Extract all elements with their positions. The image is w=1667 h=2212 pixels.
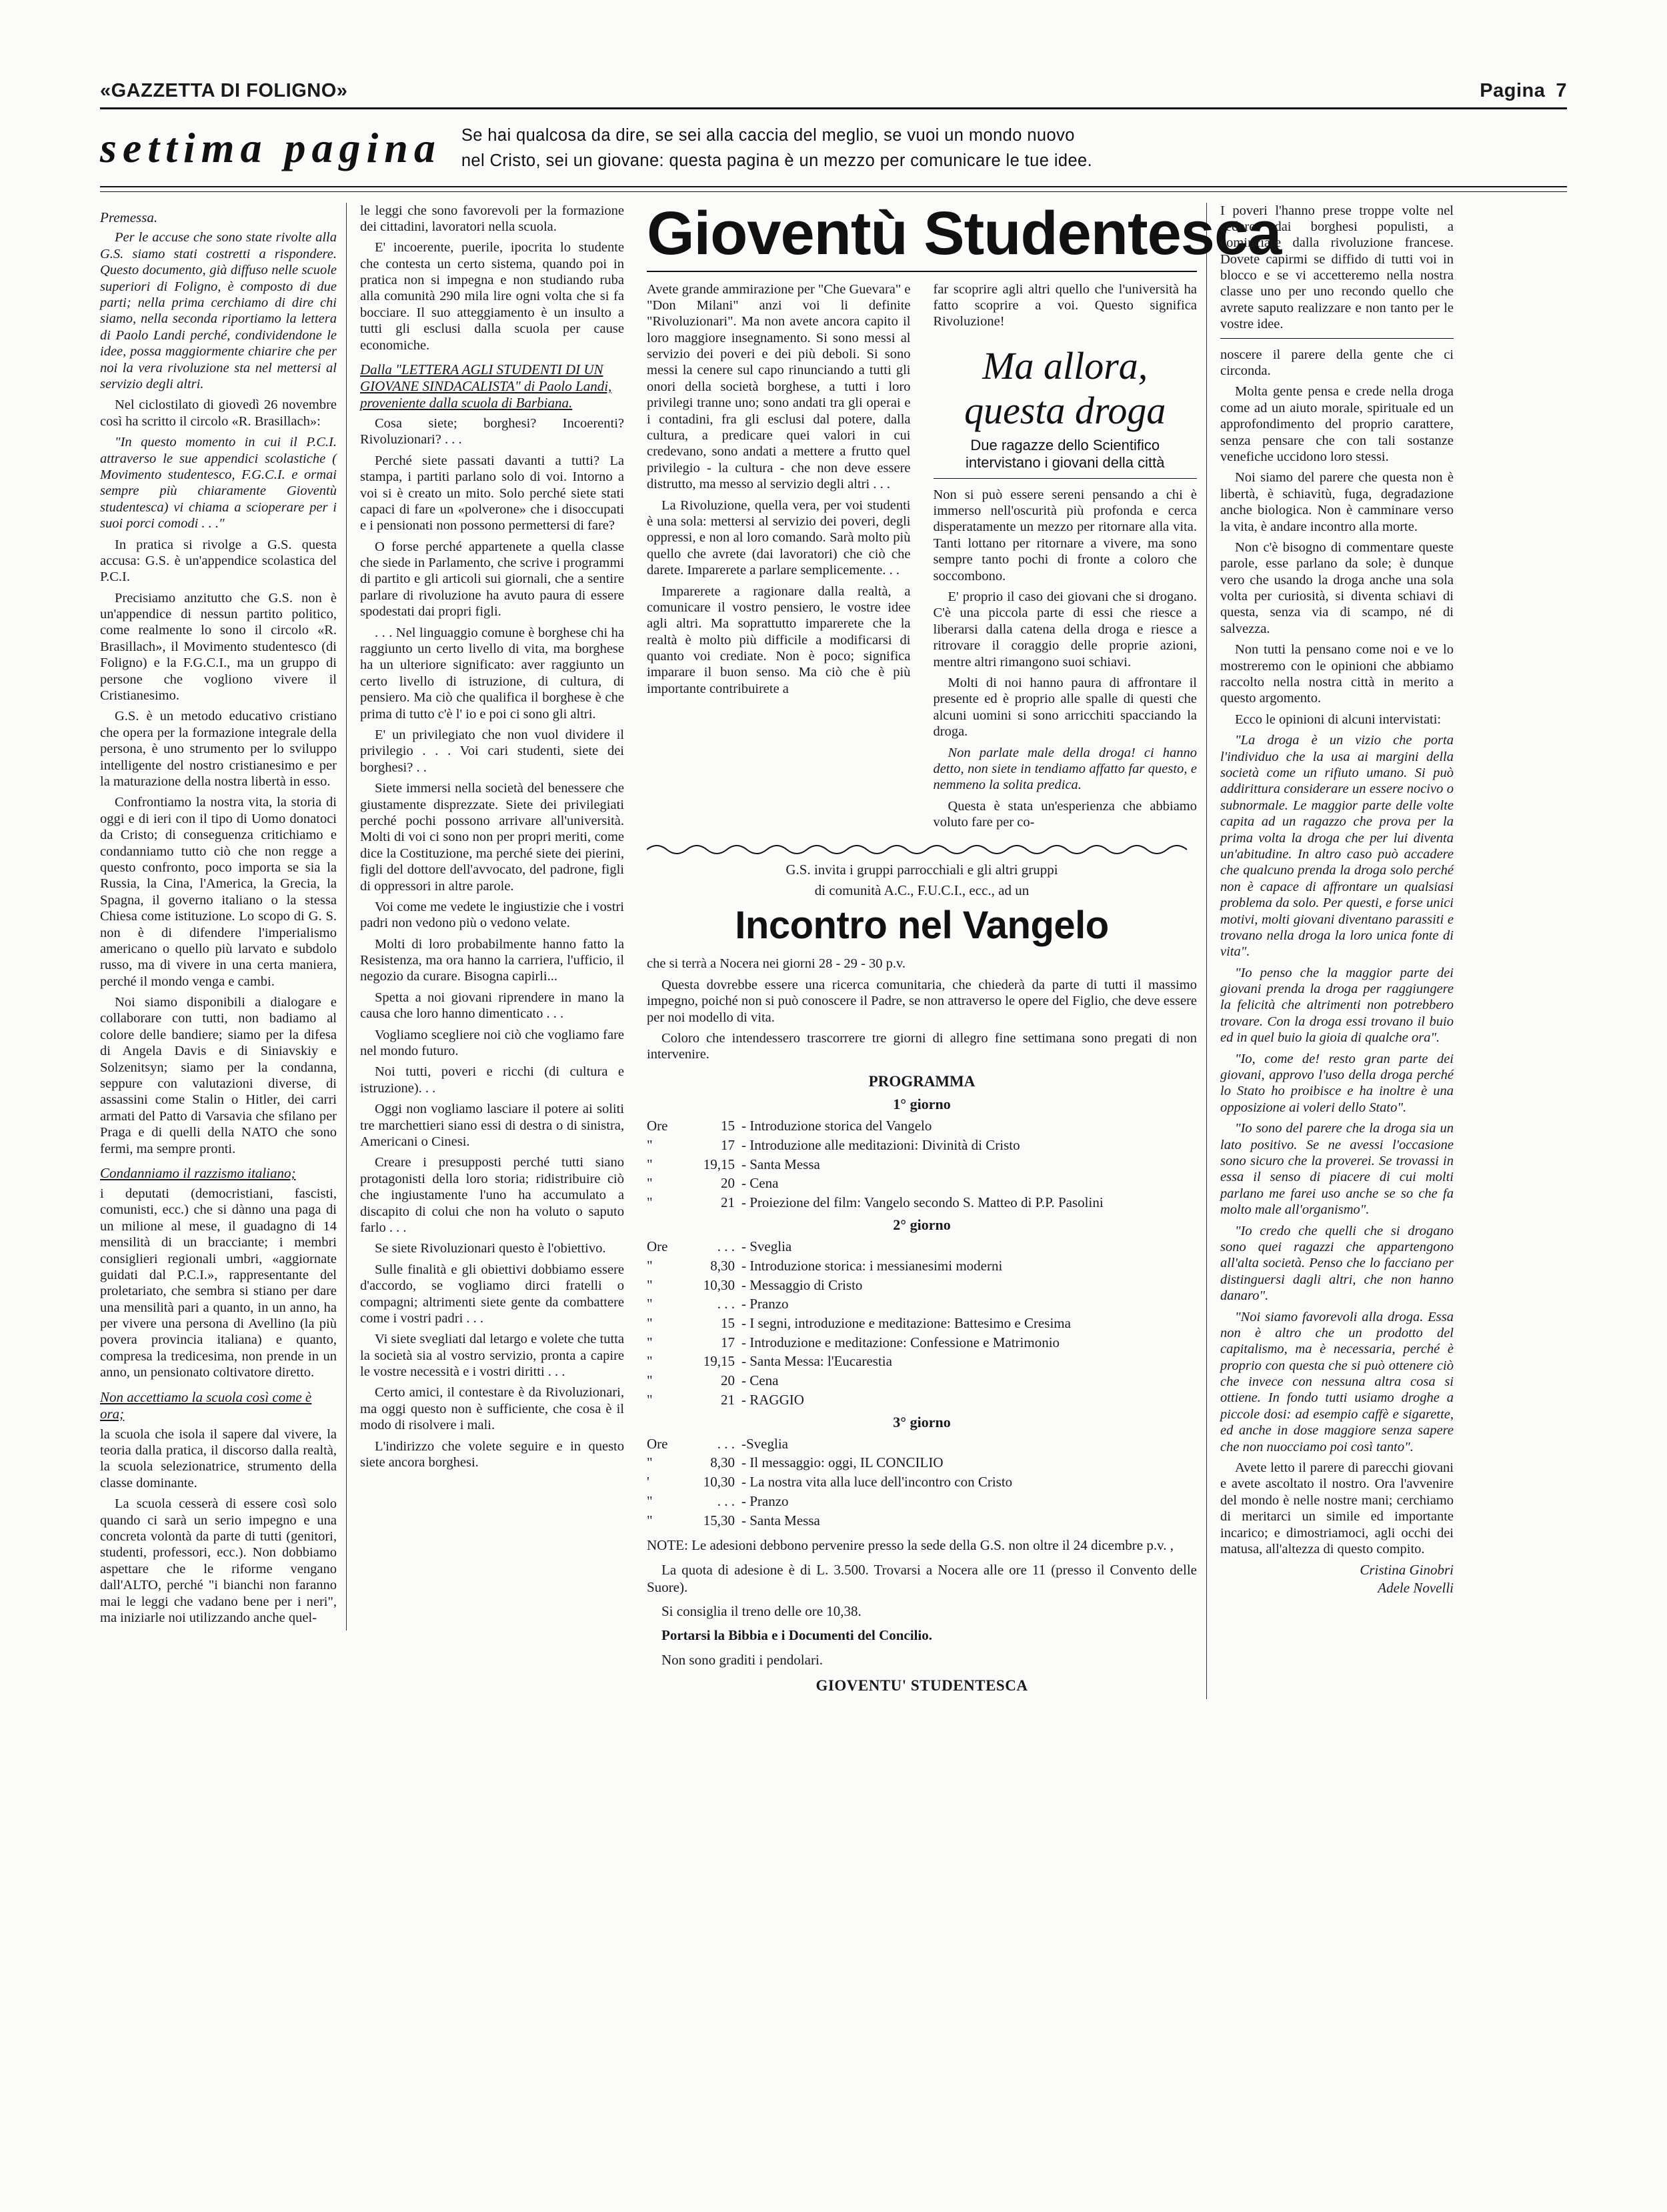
schedule-label: " bbox=[647, 1194, 653, 1211]
schedule-time: 15,30 bbox=[703, 1512, 735, 1528]
subheadline-droga: Due ragazze dello Scientifico intervistano i giovani della città bbox=[966, 436, 1165, 471]
schedule-label: " bbox=[647, 1257, 653, 1274]
schedule-label: " bbox=[647, 1512, 653, 1528]
droga-rule bbox=[934, 478, 1198, 479]
paper-name: «GAZZETTA DI FOLIGNO» bbox=[100, 80, 348, 101]
headline-gioventu-studentesca: Gioventù Studentesca bbox=[647, 199, 1282, 267]
schedule-description: - Sveglia bbox=[741, 1238, 792, 1255]
schedule-time: 21 bbox=[721, 1391, 735, 1408]
page-label: Pagina bbox=[1480, 80, 1546, 101]
paragraph: le leggi che sono favorevoli per la formazione dei cittadini, lavoratori nella scuola. bbox=[360, 203, 624, 234]
schedule-time: . . . bbox=[717, 1238, 735, 1255]
paragraph: Non si può essere sereni pensando a chi è immerso nell'oscurità più profonda e cerca disperatamente un mezzo per ritornare alla vita. Tanti lottano per ritornare a vivere, ma sono sempre tanto pochi di fronte a coloro che soccombono. bbox=[933, 487, 1197, 584]
paragraph: Vi siete svegliati dal letargo e volete che tutta la società sia al vostro servizio, pronta a capire le vostre necessità e i vostri diritti . . . bbox=[360, 1332, 624, 1380]
schedule-row bbox=[647, 1276, 1197, 1295]
paragraph: Precisiamo anzitutto che G.S. non è un'appendice di nessun partito politico, come realmente lo sono il circolo «R. Brasillach», il Movimento studentesco (di Foligno) e la F.G.C.I., ma un gruppo di persone che vogliono vivere il Cristianesimo. bbox=[100, 590, 337, 704]
paragraph-quote: "In questo momento in cui il P.C.I. attraverso le sue appendici scolastiche ( Movimento studentesco, F.G.C.I. e ormai sempre più chiaramente Gioventù studentesca) vi chiama a scioperare per i suoi porci comodi . . ." bbox=[100, 435, 337, 531]
section-title: settima pagina bbox=[100, 124, 441, 172]
paragraph: Spetta a noi giovani riprendere in mano la causa che loro hanno dimenticato . . . bbox=[360, 990, 624, 1022]
section-tagline bbox=[461, 123, 1567, 174]
column-1 bbox=[100, 203, 347, 1631]
interview-quote: "Io sono del parere che la droga sia un lato positivo. Se ne avessi l'occasione sono sicuro che la proverei. Se trovassi in essa il senso di piacere di cui molti parlano me farei uso anche se so che fa molto male all'organismo". bbox=[1220, 1121, 1454, 1218]
schedule-label: " bbox=[647, 1391, 653, 1408]
signature-gs: GIOVENTU' STUDENTESCA bbox=[815, 1677, 1028, 1694]
schedule-row bbox=[647, 1492, 1197, 1511]
paragraph: Nel ciclostilato di giovedì 26 novembre così ha scritto il circolo «R. Brasillach»: bbox=[100, 397, 337, 429]
paragraph: Vogliamo scegliere noi ciò che vogliamo fare nel mondo futuro. bbox=[360, 1027, 624, 1059]
schedule-time: . . . bbox=[717, 1492, 735, 1509]
paragraph: Perché siete passati davanti a tutti? La stampa, i partiti parlano solo di voi. Intorno a voi si è creato un mito. Solo perché siete stati capaci di fare un «polverone» che i disoccupati e i pensionati non possono permettersi di fare? bbox=[360, 453, 624, 533]
schedule-time: 8,30 bbox=[710, 1454, 735, 1471]
interview-quote: "Io penso che la maggior parte dei giovani prenda la droga per raggiungere la felicità che altrimenti non potrebbero trovare. Con la droga essi trovano il buio ed in quel buio la gioia di qualche ora". bbox=[1220, 965, 1454, 1046]
schedule-row bbox=[647, 1372, 1197, 1390]
paragraph: Non c'è bisogno di commentare queste parole, esse parlano da sole; è dunque vero che usando la droga anche una sola volta per curiosità, si diventa schiavi di questa, senza via di scampo, né di salvezza. bbox=[1220, 539, 1454, 636]
schedule-row bbox=[647, 1117, 1197, 1136]
banner-rule-thick bbox=[100, 186, 1567, 187]
schedule-description: - La nostra vita alla luce dell'incontro con Cristo bbox=[741, 1474, 1013, 1490]
paragraph: Imparerete a ragionare dalla realtà, a comunicare il vostro pensiero, le vostre idee agli altri. Ma soprattutto imparerete che la realtà è molto più difficile a modificarsi di quanto voi crediate. Non è poco; significa imparare il buon senso. Ma ciò che è più importante contribuirete a bbox=[647, 584, 911, 696]
schedule-row bbox=[647, 1156, 1197, 1174]
paragraph: In pratica si rivolge a G.S. questa accusa: G.S. è un'appendice scolastica del P.C.I. bbox=[100, 537, 337, 585]
schedule-description: -Sveglia bbox=[741, 1435, 788, 1452]
paragraph: Oggi non vogliamo lasciare il potere ai soliti tre marchettieri siano essi di destra o di sinistra, Americani o Cinesi. bbox=[360, 1102, 624, 1149]
schedule-label: Ore bbox=[647, 1118, 668, 1134]
paragraph: Siete immersi nella società del benessere che giustamente disprezzate. Siete dei privilegiati perché pochi possono arrivare all'università. Molti di voi ci sono non per propri meriti, come dice la Costituzione, ma perché siete dei pierini, figli del dottore dell'avvocato, del padrone, figli di oppressori in altre parole. bbox=[360, 781, 624, 894]
schedule-label: " bbox=[647, 1372, 653, 1389]
sub-column-a bbox=[647, 281, 911, 836]
schedule-time: 17 bbox=[721, 1137, 735, 1154]
page-number: 7 bbox=[1556, 80, 1567, 101]
column-4 bbox=[1207, 203, 1454, 1597]
schedule-description: - Santa Messa bbox=[741, 1156, 820, 1172]
schedule-time: . . . bbox=[717, 1296, 735, 1312]
schedule-label: " bbox=[647, 1454, 653, 1471]
paragraph: Molta gente pensa e crede nella droga come ad un aiuto morale, spirituale ed un approfondimento del proprio carattere, senza pensare che con tali sostanze venefiche uccidono loro stessi. bbox=[1220, 384, 1454, 464]
schedule-time: 17 bbox=[721, 1334, 735, 1350]
schedule-row bbox=[647, 1295, 1197, 1314]
paragraph: Noi siamo del parere che questa non è libertà, è schiavitù, fuga, degradazione anche biologica. Non è camminare verso la vita, è andare incontro alla morte. bbox=[1220, 470, 1454, 534]
schedule-description: - Il messaggio: oggi, IL CONCILIO bbox=[741, 1454, 944, 1471]
schedule-label: " bbox=[647, 1175, 653, 1192]
schedule-description: - Pranzo bbox=[741, 1492, 789, 1509]
subheading: Condanniamo il razzismo italiano; bbox=[100, 1164, 296, 1181]
paragraph: Questa dovrebbe essere una ricerca comunitaria, che chiederà da parte di tutti il massimo impegno, poiché non si può conoscere il Padre, se non attraverso le opere del Figlio, che deve essere per noi modello di vita. bbox=[647, 977, 1197, 1025]
paragraph: Per le accuse che sono state rivolte alla G.S. siamo stati costretti a rispondere. Questo documento, già diffuso nelle scuole superiori di Foligno, è composto di due parti; nella prima cerchiamo di dire chi siamo, nella seconda riportiamo la lettera di Paolo Landi perché, condividendone le idee, possa maggiormente chiarire che per noi la vera rivoluzione sta nel mettersi al servizio degli altri. bbox=[100, 230, 337, 391]
schedule-label: " bbox=[647, 1353, 653, 1370]
day-title-3: 3° giorno bbox=[893, 1413, 951, 1430]
paragraph: G.S. è un metodo educativo cristiano che opera per la formazione integrale della persona, è uno strumento per lo sviluppo intelligente del nostro cristianesimo e per la maturazione della nostra libertà in esso. bbox=[100, 709, 337, 789]
interview-quotes bbox=[1220, 732, 1454, 1455]
paragraph: Confrontiamo la nostra vita, la storia di oggi e di ieri con il tipo di Uomo donatoci da Cristo; di conseguenza critichiamo e condanniamo tutto ciò che non regge a questo confronto, poco importa se sia la Russia, la Cina, l'America, la Grecia, la Spagna, il governo italiano o la stessa Chiesa come istituzione. Lo scopo di G. S. non è di difendere l'imperialismo americano o quello più larvato e subdolo russo, ma di vivere in una certa maniera, perché il mondo venga e cambi. bbox=[100, 795, 337, 989]
schedule-day-2 bbox=[647, 1238, 1197, 1409]
paragraph: la scuola che isola il sapere dal vivere, la teoria dalla pratica, il discorso dalla realtà, la scuola selezionatrice, strumento della classe dominante. bbox=[100, 1426, 337, 1490]
schedule-label: " bbox=[647, 1137, 653, 1154]
paragraph: Voi come me vedete le ingiustizie che i vostri padri non vedono più o vedono velate. bbox=[360, 899, 624, 931]
schedule-description: - Pranzo bbox=[741, 1296, 789, 1312]
schedule-description: - I segni, introduzione e meditazione: Battesimo e Cresima bbox=[741, 1314, 1071, 1331]
schedule-label: " bbox=[647, 1296, 653, 1312]
schedule-row bbox=[647, 1314, 1197, 1333]
schedule-time: 10,30 bbox=[703, 1474, 735, 1490]
paragraph: Creare i presupposti perché tutti siano protagonisti della loro storia; ridistribuire ciò che ingiustamente l'uno ha accumulato a discapito di colui che non ha voluto o saputo farlo . . . bbox=[360, 1155, 624, 1235]
schedule-description: - Introduzione storica: i messianesimi moderni bbox=[741, 1257, 1003, 1274]
schedule-time: 19,15 bbox=[703, 1353, 735, 1370]
schedule-label: " bbox=[647, 1276, 653, 1293]
paragraph: E' incoerente, puerile, ipocrita lo studente che contesta un certo sistema, quando poi in pratica non si impegna e non studiando ruba alla comunità 290 mila lire ogni volta che si fa bocciare. Il suo atteggiamento è un insulto a tutti gli esclusi dalla scuola per cause economiche. bbox=[360, 240, 624, 353]
author-signature-2: Adele Novelli bbox=[1378, 1580, 1454, 1596]
schedule-row bbox=[647, 1473, 1197, 1492]
paragraph: che si terrà a Nocera nei giorni 28 - 29 - 30 p.v. bbox=[647, 956, 906, 972]
schedule-row bbox=[647, 1174, 1197, 1193]
schedule-row bbox=[647, 1238, 1197, 1256]
note-adesioni: NOTE: Le adesioni debbono pervenire presso la sede della G.S. non oltre il 24 dicembre p.v. , bbox=[647, 1537, 1174, 1554]
schedule-row bbox=[647, 1136, 1197, 1155]
paragraph: Noi siamo disponibili a dialogare e collaborare con tutti, non badiamo al colore delle bandiere; siamo per la difesa di Angela Davis e di Siniavskiy e Solzenitsyn; siamo per la condanna, seppure con valutazioni diverse, di assassini come Stalin o Hitler, dei carri armati del Patto di Varsavia che sfilano per Praga e di quelli della NATO che sono fermi, ma sempre pronti. bbox=[100, 995, 337, 1156]
schedule-day-1 bbox=[647, 1117, 1197, 1212]
paragraph: Cosa siete; borghesi? Incoerenti? Rivoluzionari? . . . bbox=[360, 415, 624, 447]
paragraph: Molti di loro probabilmente hanno fatto la Resistenza, ma ora hanno la carriera, l'ufficio, il negozio da curare. Bisogna capirli... bbox=[360, 936, 624, 984]
schedule-time: 10,30 bbox=[703, 1276, 735, 1293]
premessa-heading: Premessa. bbox=[100, 209, 158, 225]
column-2 bbox=[347, 203, 633, 1476]
schedule-row bbox=[647, 1454, 1197, 1472]
headline-incontro-vangelo: Incontro nel Vangelo bbox=[735, 904, 1109, 948]
paragraph: La Rivoluzione, quella vera, per voi studenti è una sola: mettersi al servizio dei poveri, degli oppressi, e non al loro comando. Sarà molto più quello che avrete (dai lavoratori) che ciò che darete. Imparerete a parlare semplicemente. . . bbox=[647, 497, 911, 578]
paragraph: E' proprio il caso dei giovani che si drogano. C'è una piccola parte di essi che riesce a liberarsi dalla catena della droga e riesce a ritrovare il coraggio delle proprie azioni, mentre altri rimangono suoi schiavi. bbox=[933, 590, 1197, 670]
article-grid bbox=[100, 199, 1567, 1700]
paragraph: Se siete Rivoluzionari questo è l'obiettivo. bbox=[375, 1241, 606, 1256]
schedule-label: " bbox=[647, 1334, 653, 1350]
note-quota: La quota di adesione è di L. 3.500. Trovarsi a Nocera alle ore 11 (presso il Convento delle Suore). bbox=[647, 1561, 1197, 1595]
interview-quote: "La droga è un vizio che porta l'individuo che la usa ai margini della società come un rifiuto umano. Si può addirittura considerare un essere nocivo o subnormale. Le maggior parte delle volte capita ad un ragazzo che prova per la prima volta la droga che per lui diventa un'abitudine. In altro caso può accadere che qualcuno prenda la droga solo perché non è capace di affrontare un qualsiasi problema da solo. Per questi, e forse unici motivi, molti giovani diventano parassiti e trovano nella droga la loro unica fonte di vita". bbox=[1220, 733, 1454, 960]
article-body-two-col bbox=[647, 281, 1197, 836]
tagline-line-1: Se hai qualcosa da dire, se sei alla caccia del meglio, se vuoi un mondo nuovo bbox=[461, 126, 1075, 145]
schedule-time: 8,30 bbox=[710, 1257, 735, 1274]
schedule-description: - Cena bbox=[741, 1175, 779, 1192]
schedule-description: - RAGGIO bbox=[741, 1391, 804, 1408]
paragraph: La scuola cesserà di essere così solo quando ci sarà un serio impegno e una concreta volontà da parte di tutti (genitori, studenti, professori, ecc.). Non dobbiamo aspettare che le riforme vengano dall'ALTO, perché "i bianchi non faranno mai le leggi che vadano bene per i neri", ma iniziarle noi utilizzando anche quel- bbox=[100, 1496, 337, 1625]
schedule-description: - Proiezione del film: Vangelo secondo S. Matteo di P.P. Pasolini bbox=[741, 1194, 1104, 1211]
paragraph: Certo amici, il contestare è da Rivoluzionari, ma oggi questo non è sufficiente, che cosa è il modo di risolvere i mali. bbox=[360, 1385, 624, 1433]
subheading-letter: Dalla "LETTERA AGLI STUDENTI DI UN GIOVANE SINDACALISTA" di Paolo Landi, proveniente dalla scuola di Barbiana. bbox=[360, 361, 612, 411]
schedule-row bbox=[647, 1512, 1197, 1530]
schedule-time: 21 bbox=[721, 1194, 735, 1211]
wave-divider bbox=[647, 844, 1197, 855]
paragraph: Non tutti la pensano come noi e ve lo mostreremo con le opinioni che abbiamo raccolto nella nostra città in merito a questo argomento. bbox=[1220, 642, 1454, 706]
paragraph: O forse perché appartenete a quella classe che siede in Parlamento, che scrive i programmi di partito e gli articoli sui giornali, che a sentire parlare di rivoluzione ha avuto paura di essere spodestati dai propri figli. bbox=[360, 539, 624, 620]
schedule-label: ' bbox=[647, 1474, 649, 1490]
schedule-time: 20 bbox=[721, 1175, 735, 1192]
paragraph: far scoprire agli altri quello che l'università ha fatto scoprire a voi. Questo significa Rivoluzione! bbox=[933, 281, 1197, 329]
invite-line-2: di comunità A.C., F.U.C.I., ecc., ad un bbox=[814, 882, 1030, 899]
sub-column-b bbox=[934, 281, 1198, 836]
tagline-line-2: nel Cristo, sei un giovane: questa pagina è un mezzo per comunicare le tue idee. bbox=[461, 151, 1093, 171]
invite-line-1: G.S. invita i gruppi parrocchiali e gli altri gruppi bbox=[785, 862, 1058, 878]
schedule-row bbox=[647, 1334, 1197, 1352]
schedule-day-3 bbox=[647, 1435, 1197, 1530]
paragraph: . . . Nel linguaggio comune è borghese chi ha raggiunto un certo livello di vita, ma borghese ha un ulteriore significato: aver raggiunto un certo livello di istruzione, di cultura, di pensiero. Ma ciò che qualifica il borghese è che prima di tutto c'è l' io e poi ci sono gli altri. bbox=[360, 625, 624, 722]
schedule-row bbox=[647, 1391, 1197, 1410]
paragraph: E' un privilegiato che non vuol dividere il privilegio . . . Voi cari studenti, siete dei borghesi? . . bbox=[360, 728, 624, 775]
paragraph: Ecco le opinioni di alcuni intervistati: bbox=[1235, 712, 1442, 727]
paragraph: I poveri l'hanno prese troppe volte nel sedere dai borghesi populisti, a cominciare dalla rivoluzione francese. Dovete capirmi se diffido di tutti voi in blocco e se vi accetteremo nella nostra classe uno per uno recondo quello che avrete saputo realizzare e non tanto per le vostre idee. bbox=[1220, 203, 1454, 332]
paragraph: Avete grande ammirazione per "Che Guevara" e "Don Milani" anzi voi li definite "Rivoluzionari". Ma non avete ancora capito il loro maggiore insegnamento. Si sono messi al servizio dei poveri e dei più deboli. Si sono messi la cenere sul capo rinunciando a tutti gli onori della società borghese, a tutti i loro privilegi tranne uno; sono andati tra gli operai e i contadini, fra gli esclusi dal potere, dalla cultura, a predicare quei valori in cui credevano, sono andati a mettere a frutto quel privilegio - la cultura - che non deve essere distrutto, ma messo al servizio degli altri . . . bbox=[647, 281, 911, 492]
schedule-label: " bbox=[647, 1492, 653, 1509]
paragraph: L'indirizzo che volete seguire e in questo siete ancora borghesi. bbox=[360, 1438, 624, 1470]
column-3-main bbox=[633, 199, 1282, 1700]
schedule-label: " bbox=[647, 1156, 653, 1172]
schedule-label: Ore bbox=[647, 1435, 668, 1452]
day-title-2: 2° giorno bbox=[893, 1216, 951, 1233]
schedule-description: - Introduzione e meditazione: Confessione e Matrimonio bbox=[741, 1334, 1060, 1350]
interview-quote: "Io credo che quelli che si drogano sono quei ragazzi che appartengono all'alta società. Penso che lo facciano per distinguersi dagli altri, che non hanno danaro". bbox=[1220, 1223, 1454, 1304]
programma-title: PROGRAMMA bbox=[868, 1072, 976, 1090]
subheading: Non accettiamo la scuola così come è ora; bbox=[100, 1388, 312, 1422]
interview-quote: "Noi siamo favorevoli alla droga. Essa non è altro che un prodotto del capitalismo, ma è necessaria, perché è proprio con questa che si può ottenere ciò che invece con nessuna altra cosa si ottiene. In fondo tutti usiamo droghe a piccole dosi: ad esempio caffè e sigarette, ed anche in dose maggiore senza sapere che non nuocciamo poi così tanto". bbox=[1220, 1309, 1454, 1454]
paragraph: Sulle finalità e gli obiettivi dobbiamo essere d'accordo, se vogliamo dirci fratelli o compagni; altrimenti siete gente da combattere come i vostri padri . . . bbox=[360, 1262, 624, 1326]
banner-rule-thin bbox=[100, 191, 1567, 192]
schedule-row bbox=[647, 1194, 1197, 1212]
schedule-description: - Introduzione storica del Vangelo bbox=[741, 1118, 932, 1134]
paragraph: i deputati (democristiani, fascisti, comunisti, ecc.) che si dànno una paga di un milione al mese, il guadagno di 14 mensilità di un bracciante; i membri consiglieri regionali umbri, «aggiornate guidati dal P.C.I.», rappresentante del proletariato, che sembra si stiano per dare una mensilità pari a quanto, in un anno, ha per vivere una persona di Avellino (la più povera provincia italiana) e quanto, compresa la tredicesima, non prende in un anno, un pensionato coltivatore diretto. bbox=[100, 1186, 337, 1380]
schedule-time: 20 bbox=[721, 1372, 735, 1389]
headline-droga: Ma allora, questa droga bbox=[964, 343, 1166, 432]
column-rule bbox=[1220, 338, 1454, 339]
masthead bbox=[100, 80, 1567, 107]
paragraph: Noi tutti, poveri e ricchi (di cultura e istruzione). . . bbox=[360, 1064, 624, 1096]
schedule-row bbox=[647, 1352, 1197, 1371]
schedule-description: - Santa Messa bbox=[741, 1512, 820, 1528]
paragraph: Questa è stata un'esperienza che abbiamo voluto fare per co- bbox=[933, 798, 1197, 830]
interview-quote: "Io, come de! resto gran parte dei giovani, approvo l'uso della droga perché lo Stato ho proibisce e ha inoltre è una opposizione ai voleri dello Stato". bbox=[1220, 1051, 1454, 1115]
paragraph: Molti di noi hanno paura di affrontare il presente ed è proprio alle spalle di questi che alcuni uomini si sono arricchiti spacciando la droga. bbox=[933, 675, 1197, 740]
note-pendolari: Non sono graditi i pendolari. bbox=[661, 1651, 823, 1668]
paragraph: Non parlate male della droga! ci hanno detto, non siete in tendiamo affatto far questo, e nemmeno la solita predica. bbox=[933, 745, 1197, 793]
schedule-time: 15 bbox=[721, 1118, 735, 1134]
note-treno: Si consiglia il treno delle ore 10,38. bbox=[661, 1603, 862, 1620]
schedule-description: - Cena bbox=[741, 1372, 779, 1389]
schedule-description: - Introduzione alle meditazioni: Divinità di Cristo bbox=[741, 1137, 1020, 1154]
schedule-description: - Messaggio di Cristo bbox=[741, 1276, 863, 1293]
paragraph: noscere il parere della gente che ci circonda. bbox=[1220, 347, 1454, 379]
page-indicator bbox=[1480, 80, 1567, 102]
schedule-label: Ore bbox=[647, 1238, 668, 1255]
schedule-label: " bbox=[647, 1314, 653, 1331]
schedule-time: 15 bbox=[721, 1314, 735, 1331]
author-signature-1: Cristina Ginobri bbox=[1360, 1562, 1454, 1578]
masthead-rule bbox=[100, 107, 1567, 109]
schedule-time: 19,15 bbox=[703, 1156, 735, 1172]
headline-rule bbox=[647, 271, 1197, 272]
schedule-row bbox=[647, 1257, 1197, 1276]
schedule-row bbox=[647, 1435, 1197, 1454]
day-title-1: 1° giorno bbox=[893, 1096, 951, 1113]
paragraph: Avete letto il parere di parecchi giovani e avete ascoltato il nostro. Ora l'avvenire del mondo è nelle nostre mani; cerchiamo di meritarci un simile ed importante incarico; e dimostriamoci, agli occhi dei matusa, all'altezza di questo compito. bbox=[1220, 1460, 1454, 1556]
note-bibbia: Portarsi la Bibbia e i Documenti del Concilio. bbox=[661, 1627, 932, 1644]
schedule-description: - Santa Messa: l'Eucarestia bbox=[741, 1353, 892, 1370]
paragraph: Coloro che intendessero trascorrere tre giorni di allegro fine settimana sono pregati di non intervenire. bbox=[647, 1031, 1197, 1062]
schedule-time: . . . bbox=[717, 1435, 735, 1452]
section-banner bbox=[100, 119, 1567, 186]
